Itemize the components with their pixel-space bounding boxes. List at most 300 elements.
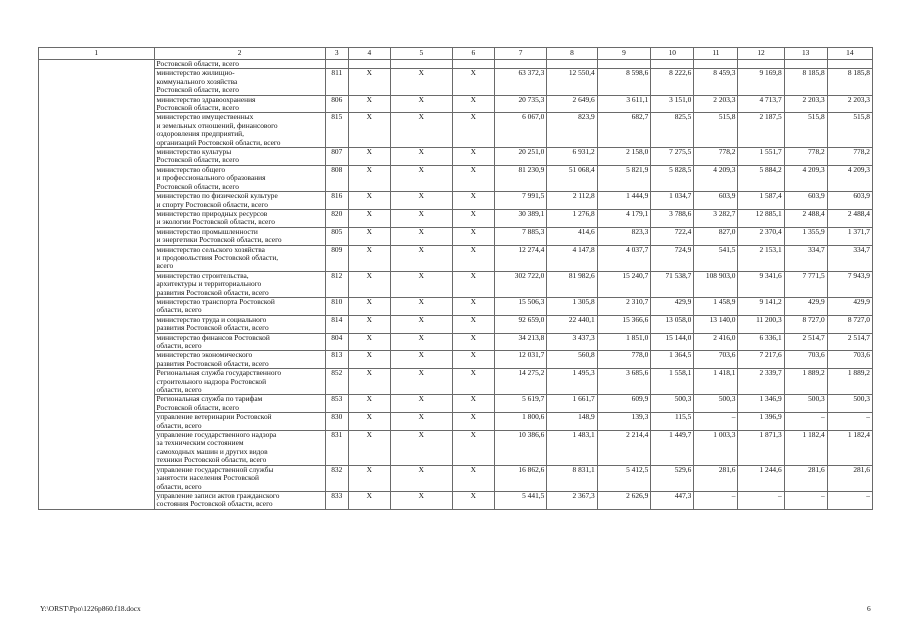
- row-value-col7: 20 735,3: [494, 95, 547, 113]
- row-value-col12: 2 370,4: [738, 227, 784, 245]
- row-value-col10: 722,4: [651, 227, 694, 245]
- row-value-col14: 1 182,4: [827, 431, 872, 466]
- row-value-col8: 1 276,8: [547, 209, 597, 227]
- row-value-col11: 603,9: [694, 192, 738, 210]
- row-value-col13: 429,9: [784, 297, 827, 315]
- row-col5: X: [390, 95, 452, 113]
- row-value-col12: 7 217,6: [738, 351, 784, 369]
- column-header-5: 5: [390, 48, 452, 60]
- row-col4: X: [348, 431, 390, 466]
- row-col6: [452, 60, 494, 69]
- row-value-col12: 1 871,3: [738, 431, 784, 466]
- row-value-col12: 1 244,6: [738, 465, 784, 491]
- row-value-col11: 13 140,0: [694, 315, 738, 333]
- row-value-col9: 823,3: [597, 227, 651, 245]
- row-value-col14: 2 488,4: [827, 209, 872, 227]
- row-value-col9: 1 851,0: [597, 333, 651, 351]
- row-value-col13: 334,7: [784, 245, 827, 271]
- row-value-col8: 560,8: [547, 351, 597, 369]
- row-value-col10: [651, 60, 694, 69]
- row-value-col9: [597, 60, 651, 69]
- row-value-col14: 1 371,7: [827, 227, 872, 245]
- row-value-col11: 541,5: [694, 245, 738, 271]
- row-value-col11: –: [694, 413, 738, 431]
- row-value-col10: 429,9: [651, 297, 694, 315]
- column-header-13: 13: [784, 48, 827, 60]
- row-value-col10: 825,5: [651, 113, 694, 148]
- row-col5: X: [390, 413, 452, 431]
- row-col4: X: [348, 148, 390, 166]
- row-value-col14: 703,6: [827, 351, 872, 369]
- row-col4: X: [348, 95, 390, 113]
- row-col4: X: [348, 297, 390, 315]
- row-value-col14: 778,2: [827, 148, 872, 166]
- row-col5: X: [390, 69, 452, 95]
- row-name: Региональная служба по тарифам Ростовской области, всего: [154, 395, 325, 413]
- row-value-col9: 4 179,1: [597, 209, 651, 227]
- row-value-col11: 827,0: [694, 227, 738, 245]
- table-row: [39, 369, 873, 395]
- row-col4: X: [348, 413, 390, 431]
- row-value-col9: 3 611,1: [597, 95, 651, 113]
- row-value-col13: 603,9: [784, 192, 827, 210]
- table-row: [39, 69, 873, 95]
- table-row: [39, 95, 873, 113]
- row-name: министерство экономического развития Ростовской области, всего: [154, 351, 325, 369]
- row-col6: X: [452, 209, 494, 227]
- row-value-col7: 92 659,0: [494, 315, 547, 333]
- row-value-col9: 5 821,9: [597, 165, 651, 191]
- row-value-col10: 1 558,1: [651, 369, 694, 395]
- row-col6: X: [452, 369, 494, 395]
- row-value-col11: 1 458,9: [694, 297, 738, 315]
- row-code: 806: [325, 95, 348, 113]
- row-col6: X: [452, 333, 494, 351]
- table-row: [39, 227, 873, 245]
- row-col4: X: [348, 271, 390, 297]
- row-value-col9: 778,0: [597, 351, 651, 369]
- row-value-col11: [694, 60, 738, 69]
- row-value-col7: 302 722,0: [494, 271, 547, 297]
- row-value-col14: 281,6: [827, 465, 872, 491]
- table-row: [39, 245, 873, 271]
- document-path: Y:\ORST\Ppo\1226p860.f18.docx: [40, 604, 141, 613]
- row-value-col9: 15 366,6: [597, 315, 651, 333]
- row-code: 805: [325, 227, 348, 245]
- row-value-col7: 34 213,8: [494, 333, 547, 351]
- row-col4: X: [348, 369, 390, 395]
- row-value-col7: 30 389,1: [494, 209, 547, 227]
- row-name: министерство жилищно- коммунального хозяйства Ростовской области, всего: [154, 69, 325, 95]
- row-code: 853: [325, 395, 348, 413]
- table-header: [39, 48, 873, 60]
- column-header-2: 2: [154, 48, 325, 60]
- row-col6: X: [452, 395, 494, 413]
- row-value-col14: –: [827, 491, 872, 509]
- row-col6: X: [452, 95, 494, 113]
- table-body: [39, 60, 873, 510]
- row-col4: X: [348, 209, 390, 227]
- row-value-col7: 63 372,3: [494, 69, 547, 95]
- row-value-col7: 81 230,9: [494, 165, 547, 191]
- row-value-col12: 11 200,3: [738, 315, 784, 333]
- row-col6: X: [452, 192, 494, 210]
- row-value-col8: 8 831,1: [547, 465, 597, 491]
- row-value-col13: 8 727,0: [784, 315, 827, 333]
- row-value-col8: 414,6: [547, 227, 597, 245]
- row-value-col8: 823,9: [547, 113, 597, 148]
- table-row: [39, 333, 873, 351]
- row-value-col10: 115,5: [651, 413, 694, 431]
- row-value-col11: –: [694, 491, 738, 509]
- row-value-col11: 500,3: [694, 395, 738, 413]
- row-value-col10: 13 058,0: [651, 315, 694, 333]
- row-value-col7: 7 991,5: [494, 192, 547, 210]
- row-value-col10: 5 828,5: [651, 165, 694, 191]
- row-value-col13: 1 182,4: [784, 431, 827, 466]
- row-name: министерство сельского хозяйства и продовольствия Ростовской области, всего: [154, 245, 325, 271]
- row-value-col8: 3 437,3: [547, 333, 597, 351]
- row-value-col14: –: [827, 413, 872, 431]
- row-value-col8: 1 483,1: [547, 431, 597, 466]
- row-value-col13: –: [784, 491, 827, 509]
- row-name: министерство труда и социального развития Ростовской области, всего: [154, 315, 325, 333]
- row-value-col12: 12 885,1: [738, 209, 784, 227]
- row-code: 820: [325, 209, 348, 227]
- row-code: 816: [325, 192, 348, 210]
- row-value-col10: 71 538,7: [651, 271, 694, 297]
- row-value-col8: 2 367,3: [547, 491, 597, 509]
- row-col5: X: [390, 369, 452, 395]
- row-value-col13: 515,8: [784, 113, 827, 148]
- row-col5: X: [390, 395, 452, 413]
- row-value-col8: [547, 60, 597, 69]
- table-row: [39, 315, 873, 333]
- row-value-col9: 2 626,9: [597, 491, 651, 509]
- row-col6: X: [452, 315, 494, 333]
- table-row: [39, 60, 873, 69]
- row-value-col10: 3 788,6: [651, 209, 694, 227]
- row-col4: X: [348, 192, 390, 210]
- row-col4: X: [348, 333, 390, 351]
- column-header-8: 8: [547, 48, 597, 60]
- row-code: 830: [325, 413, 348, 431]
- row-value-col10: 8 222,6: [651, 69, 694, 95]
- row-col5: X: [390, 192, 452, 210]
- row-value-col13: 2 514,7: [784, 333, 827, 351]
- row-code: 832: [325, 465, 348, 491]
- row-value-col13: 4 209,3: [784, 165, 827, 191]
- row-col4: X: [348, 69, 390, 95]
- budget-table: [38, 47, 873, 510]
- column-header-3: 3: [325, 48, 348, 60]
- row-value-col9: 5 412,5: [597, 465, 651, 491]
- row-code: 810: [325, 297, 348, 315]
- row-col5: X: [390, 351, 452, 369]
- row-name: управление ветеринарии Ростовской области, всего: [154, 413, 325, 431]
- row-name: министерство промышленности и энергетики Ростовской области, всего: [154, 227, 325, 245]
- row-value-col14: 8 185,8: [827, 69, 872, 95]
- row-value-col8: 148,9: [547, 413, 597, 431]
- table-row: [39, 395, 873, 413]
- row-col5: X: [390, 227, 452, 245]
- group-cell: [39, 60, 155, 510]
- row-value-col11: 108 903,0: [694, 271, 738, 297]
- row-code: 807: [325, 148, 348, 166]
- row-value-col10: 724,9: [651, 245, 694, 271]
- row-col6: X: [452, 271, 494, 297]
- row-col5: X: [390, 315, 452, 333]
- row-value-col14: 334,7: [827, 245, 872, 271]
- row-value-col11: 4 209,3: [694, 165, 738, 191]
- column-header-11: 11: [694, 48, 738, 60]
- row-value-col12: 1 587,4: [738, 192, 784, 210]
- table-row: [39, 297, 873, 315]
- row-value-col14: 2 203,3: [827, 95, 872, 113]
- row-value-col8: 1 661,7: [547, 395, 597, 413]
- row-value-col8: 1 495,3: [547, 369, 597, 395]
- row-value-col13: [784, 60, 827, 69]
- row-value-col9: 682,7: [597, 113, 651, 148]
- row-value-col7: 5 441,5: [494, 491, 547, 509]
- row-value-col9: 15 240,7: [597, 271, 651, 297]
- column-header-6: 6: [452, 48, 494, 60]
- row-col5: X: [390, 113, 452, 148]
- column-header-10: 10: [651, 48, 694, 60]
- row-value-col14: 1 889,2: [827, 369, 872, 395]
- row-value-col12: 2 153,1: [738, 245, 784, 271]
- row-value-col10: 15 144,0: [651, 333, 694, 351]
- row-value-col13: 703,6: [784, 351, 827, 369]
- row-name: министерство транспорта Ростовской области, всего: [154, 297, 325, 315]
- column-header-1: 1: [39, 48, 155, 60]
- row-value-col7: 7 885,3: [494, 227, 547, 245]
- row-col6: X: [452, 113, 494, 148]
- row-code: 812: [325, 271, 348, 297]
- row-value-col7: 20 251,0: [494, 148, 547, 166]
- row-value-col8: 81 982,6: [547, 271, 597, 297]
- row-value-col11: 8 459,3: [694, 69, 738, 95]
- row-col5: X: [390, 245, 452, 271]
- row-col4: X: [348, 351, 390, 369]
- row-value-col10: 500,3: [651, 395, 694, 413]
- row-value-col10: 529,6: [651, 465, 694, 491]
- row-value-col14: 515,8: [827, 113, 872, 148]
- table-row: [39, 113, 873, 148]
- row-value-col12: 1 396,9: [738, 413, 784, 431]
- row-col6: X: [452, 413, 494, 431]
- row-value-col14: 603,9: [827, 192, 872, 210]
- row-value-col9: 4 037,7: [597, 245, 651, 271]
- row-col4: [348, 60, 390, 69]
- row-value-col9: 3 685,6: [597, 369, 651, 395]
- row-name: Ростовской области, всего: [154, 60, 325, 69]
- row-col4: X: [348, 113, 390, 148]
- row-value-col11: 2 416,0: [694, 333, 738, 351]
- row-value-col13: 1 889,2: [784, 369, 827, 395]
- row-value-col12: [738, 60, 784, 69]
- row-col5: X: [390, 491, 452, 509]
- row-value-col9: 2 214,4: [597, 431, 651, 466]
- column-header-14: 14: [827, 48, 872, 60]
- row-value-col9: 8 598,6: [597, 69, 651, 95]
- row-name: Региональная служба государственного строительного надзора Ростовской области, всего: [154, 369, 325, 395]
- row-value-col14: 2 514,7: [827, 333, 872, 351]
- row-value-col7: 12 031,7: [494, 351, 547, 369]
- row-col5: X: [390, 297, 452, 315]
- row-col4: X: [348, 395, 390, 413]
- row-code: [325, 60, 348, 69]
- row-value-col8: 6 931,2: [547, 148, 597, 166]
- row-col5: X: [390, 465, 452, 491]
- row-value-col8: 2 649,6: [547, 95, 597, 113]
- row-col5: X: [390, 431, 452, 466]
- row-value-col10: 1 034,7: [651, 192, 694, 210]
- row-value-col13: –: [784, 413, 827, 431]
- row-name: министерство строительства, архитектуры и территориального развития Ростовской области, всего: [154, 271, 325, 297]
- row-value-col7: [494, 60, 547, 69]
- row-value-col14: 7 943,9: [827, 271, 872, 297]
- row-code: 804: [325, 333, 348, 351]
- row-code: 814: [325, 315, 348, 333]
- column-header-9: 9: [597, 48, 651, 60]
- row-col4: X: [348, 245, 390, 271]
- row-value-col12: 2 187,5: [738, 113, 784, 148]
- row-value-col11: 2 203,3: [694, 95, 738, 113]
- row-value-col7: 10 386,6: [494, 431, 547, 466]
- row-value-col7: 16 862,6: [494, 465, 547, 491]
- row-code: 852: [325, 369, 348, 395]
- row-name: министерство финансов Ростовской области, всего: [154, 333, 325, 351]
- table-row: [39, 431, 873, 466]
- row-code: 808: [325, 165, 348, 191]
- row-value-col12: 1 551,7: [738, 148, 784, 166]
- row-col4: X: [348, 491, 390, 509]
- row-code: 811: [325, 69, 348, 95]
- row-value-col14: 429,9: [827, 297, 872, 315]
- row-col4: X: [348, 227, 390, 245]
- row-value-col10: 1 449,7: [651, 431, 694, 466]
- row-col6: X: [452, 227, 494, 245]
- row-value-col14: [827, 60, 872, 69]
- row-col6: X: [452, 245, 494, 271]
- row-value-col7: 6 067,0: [494, 113, 547, 148]
- row-value-col11: 1 003,3: [694, 431, 738, 466]
- row-value-col11: 1 418,1: [694, 369, 738, 395]
- row-code: 813: [325, 351, 348, 369]
- row-col6: X: [452, 491, 494, 509]
- row-value-col10: 3 151,0: [651, 95, 694, 113]
- row-value-col9: 2 158,0: [597, 148, 651, 166]
- row-name: министерство здравоохранения Ростовской области, всего: [154, 95, 325, 113]
- row-name: министерство общего и профессионального образования Ростовской области, всего: [154, 165, 325, 191]
- row-value-col8: 4 147,8: [547, 245, 597, 271]
- row-value-col7: 14 275,2: [494, 369, 547, 395]
- row-value-col9: 1 444,9: [597, 192, 651, 210]
- row-code: 815: [325, 113, 348, 148]
- row-value-col13: 1 355,9: [784, 227, 827, 245]
- row-col5: X: [390, 148, 452, 166]
- row-col5: [390, 60, 452, 69]
- row-value-col12: 9 169,8: [738, 69, 784, 95]
- row-col4: X: [348, 315, 390, 333]
- row-value-col10: 7 275,5: [651, 148, 694, 166]
- row-name: управление записи актов гражданского состояния Ростовской области, всего: [154, 491, 325, 509]
- row-name: министерство природных ресурсов и экологии Ростовской области, всего: [154, 209, 325, 227]
- row-value-col11: 703,6: [694, 351, 738, 369]
- row-value-col13: 500,3: [784, 395, 827, 413]
- row-value-col11: 3 282,7: [694, 209, 738, 227]
- row-value-col12: 9 341,6: [738, 271, 784, 297]
- row-col6: X: [452, 351, 494, 369]
- row-value-col11: 515,8: [694, 113, 738, 148]
- row-value-col13: 2 203,3: [784, 95, 827, 113]
- row-value-col12: 9 141,2: [738, 297, 784, 315]
- row-value-col14: 4 209,3: [827, 165, 872, 191]
- row-value-col8: 1 305,8: [547, 297, 597, 315]
- table-row: [39, 165, 873, 191]
- row-col5: X: [390, 165, 452, 191]
- row-value-col8: 2 112,8: [547, 192, 597, 210]
- row-name: министерство по физической культуре и спорту Ростовской области, всего: [154, 192, 325, 210]
- table-row: [39, 192, 873, 210]
- row-name: управление государственного надзора за техническим состоянием самоходных машин и других видов техники Ростовской области, всего: [154, 431, 325, 466]
- row-value-col13: 7 771,5: [784, 271, 827, 297]
- row-value-col12: 2 339,7: [738, 369, 784, 395]
- row-col6: X: [452, 165, 494, 191]
- row-col5: X: [390, 271, 452, 297]
- row-value-col12: 6 336,1: [738, 333, 784, 351]
- row-value-col8: 22 440,1: [547, 315, 597, 333]
- row-value-col14: 8 727,0: [827, 315, 872, 333]
- table-row: [39, 148, 873, 166]
- row-value-col9: 2 310,7: [597, 297, 651, 315]
- table-row: [39, 465, 873, 491]
- row-col4: X: [348, 165, 390, 191]
- row-value-col13: 281,6: [784, 465, 827, 491]
- row-col6: X: [452, 431, 494, 466]
- column-header-7: 7: [494, 48, 547, 60]
- row-value-col14: 500,3: [827, 395, 872, 413]
- row-code: 833: [325, 491, 348, 509]
- row-name: управление государственной службы занятости населения Ростовской области, всего: [154, 465, 325, 491]
- row-col6: X: [452, 69, 494, 95]
- row-col4: X: [348, 465, 390, 491]
- row-col5: X: [390, 333, 452, 351]
- row-col6: X: [452, 465, 494, 491]
- row-value-col13: 778,2: [784, 148, 827, 166]
- row-value-col11: 281,6: [694, 465, 738, 491]
- row-value-col12: –: [738, 491, 784, 509]
- row-col5: X: [390, 209, 452, 227]
- row-value-col10: 1 364,5: [651, 351, 694, 369]
- column-header-12: 12: [738, 48, 784, 60]
- row-value-col13: 2 488,4: [784, 209, 827, 227]
- column-header-4: 4: [348, 48, 390, 60]
- row-value-col7: 15 506,3: [494, 297, 547, 315]
- row-value-col12: 4 713,7: [738, 95, 784, 113]
- row-value-col13: 8 185,8: [784, 69, 827, 95]
- row-value-col8: 12 550,4: [547, 69, 597, 95]
- row-value-col12: 1 346,9: [738, 395, 784, 413]
- row-value-col7: 12 274,4: [494, 245, 547, 271]
- table-row: [39, 209, 873, 227]
- table-row: [39, 271, 873, 297]
- row-value-col7: 5 619,7: [494, 395, 547, 413]
- row-col6: X: [452, 297, 494, 315]
- row-name: министерство культуры Ростовской области, всего: [154, 148, 325, 166]
- row-value-col12: 5 884,2: [738, 165, 784, 191]
